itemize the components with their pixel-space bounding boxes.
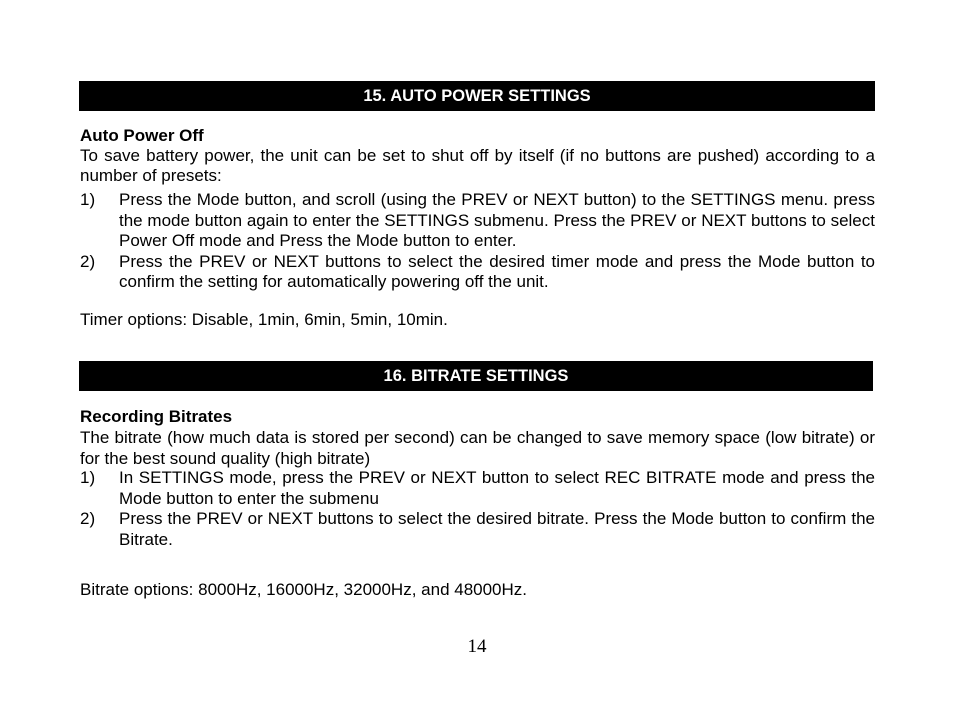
recording-bitrates-subheading: Recording Bitrates xyxy=(80,407,233,426)
auto-power-off-subheading: Auto Power Off xyxy=(80,126,204,145)
bitrate-intro: The bitrate (how much data is stored per second) can be changed to save memory space (low bitrate) or for the best sound quality (high bitrate) xyxy=(80,428,875,468)
bitrate-steps xyxy=(80,468,875,550)
timer-options: Timer options: Disable, 1min, 6min, 5min, 10min. xyxy=(80,310,448,329)
step-number: 1) xyxy=(80,190,96,209)
step-text: Press the Mode button, and scroll (using the PREV or NEXT button) to the SETTINGS menu. press the mode button again to enter the SETTINGS submenu. Press the PREV or NEXT buttons to select Power Off mode and Press the Mode button to enter. xyxy=(119,190,875,250)
auto-power-off-intro: To save battery power, the unit can be set to shut off by itself (if no buttons are pushed) according to a number of presets: xyxy=(80,146,875,185)
auto-power-steps xyxy=(80,190,875,293)
bitrate-options: Bitrate options: 8000Hz, 16000Hz, 32000Hz, and 48000Hz. xyxy=(80,580,528,599)
list-item xyxy=(80,252,875,293)
section-15-heading: 15. AUTO POWER SETTINGS xyxy=(79,81,875,111)
step-text: Press the PREV or NEXT buttons to select the desired timer mode and press the Mode button to confirm the setting for automatically powering off the unit. xyxy=(119,251,875,291)
page-number: 14 xyxy=(467,636,487,657)
list-item xyxy=(80,468,875,509)
step-text: Press the PREV or NEXT buttons to select the desired bitrate. Press the Mode button to confirm the Bitrate. xyxy=(119,509,875,549)
section-16-heading: 16. BITRATE SETTINGS xyxy=(79,361,873,391)
step-number: 2) xyxy=(80,509,96,528)
list-item xyxy=(80,509,875,550)
list-item xyxy=(80,190,875,252)
step-number: 1) xyxy=(80,468,96,487)
step-text: In SETTINGS mode, press the PREV or NEXT button to select REC BITRATE mode and press the Mode button to enter the submenu xyxy=(119,468,875,508)
step-number: 2) xyxy=(80,251,96,271)
